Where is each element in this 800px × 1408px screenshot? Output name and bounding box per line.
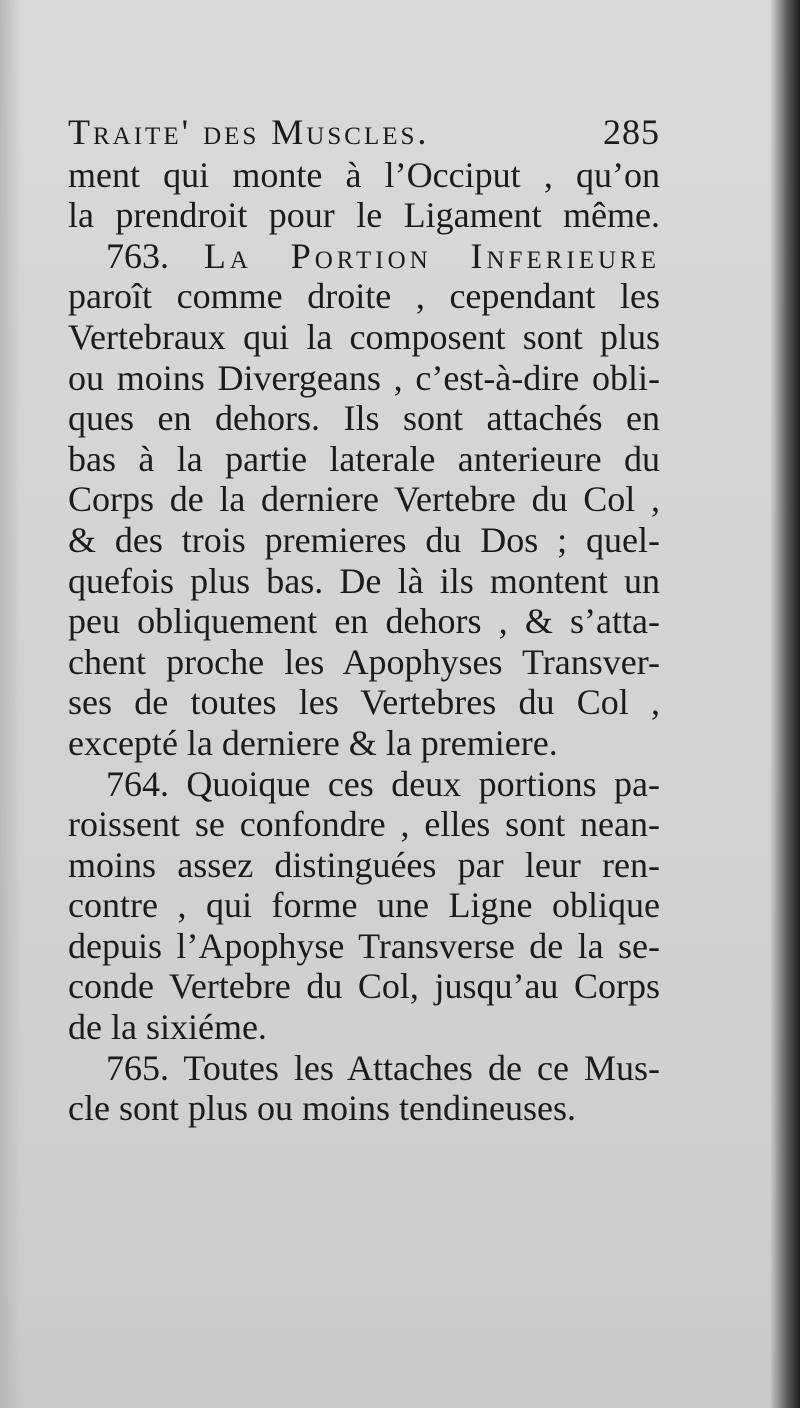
text-line: chent proche les Apophyses Transver- — [68, 641, 660, 682]
text-line: & des trois premieres du Dos ; quel- — [68, 519, 660, 560]
text-line: roissent se confondre , elles sont nean- — [68, 804, 660, 845]
text-line: contre , qui forme une Ligne oblique — [68, 885, 660, 926]
text-line: la prendroit pour le Ligament même. — [68, 195, 660, 236]
section-heading-763 — [68, 236, 660, 277]
text-line: paroît comme droite , cependant les — [68, 276, 660, 317]
paragraph-764-start: 764. Quoique ces deux portions pa- — [106, 763, 660, 804]
text-line: ou moins Divergeans , c’est-à-dire obli- — [68, 357, 660, 398]
text-line: bas à la partie laterale anterieure du — [68, 438, 660, 479]
text-line: moins assez distinguées par leur ren- — [68, 844, 660, 885]
section-caps: La Portion Inferieure — [203, 235, 660, 276]
text-line: quefois plus bas. De là ils montent un — [68, 560, 660, 601]
text-line: ment qui monte à l’Occiput , qu’on — [68, 154, 660, 195]
text-line: depuis l’Apophyse Transverse de la se- — [68, 925, 660, 966]
page-text — [68, 112, 660, 1129]
text-line: cle sont plus ou moins tendineuses. — [68, 1088, 576, 1129]
text-line: Vertebraux qui la composent sont plus — [68, 316, 660, 357]
section-number: 763. — [106, 235, 169, 276]
page-number: 285 — [603, 112, 660, 152]
text-line: excepté la derniere & la premiere. — [68, 722, 558, 763]
paragraph-765-start: 765. Toutes les Attaches de ce Mus- — [106, 1047, 660, 1088]
text-line: ses de toutes les Vertebres du Col , — [68, 682, 660, 723]
text-line: Corps de la derniere Vertebre du Col , — [68, 479, 660, 520]
text-line: peu obliquement en dehors , & s’atta- — [68, 601, 660, 642]
text-line: de la sixiéme. — [68, 1007, 267, 1048]
text-line: ques en dehors. Ils sont attachés en — [68, 398, 660, 439]
running-head — [68, 112, 660, 153]
running-head-title: Traite' des Muscles. — [68, 112, 430, 152]
text-line: conde Vertebre du Col, jusqu’au Corps — [68, 966, 660, 1007]
